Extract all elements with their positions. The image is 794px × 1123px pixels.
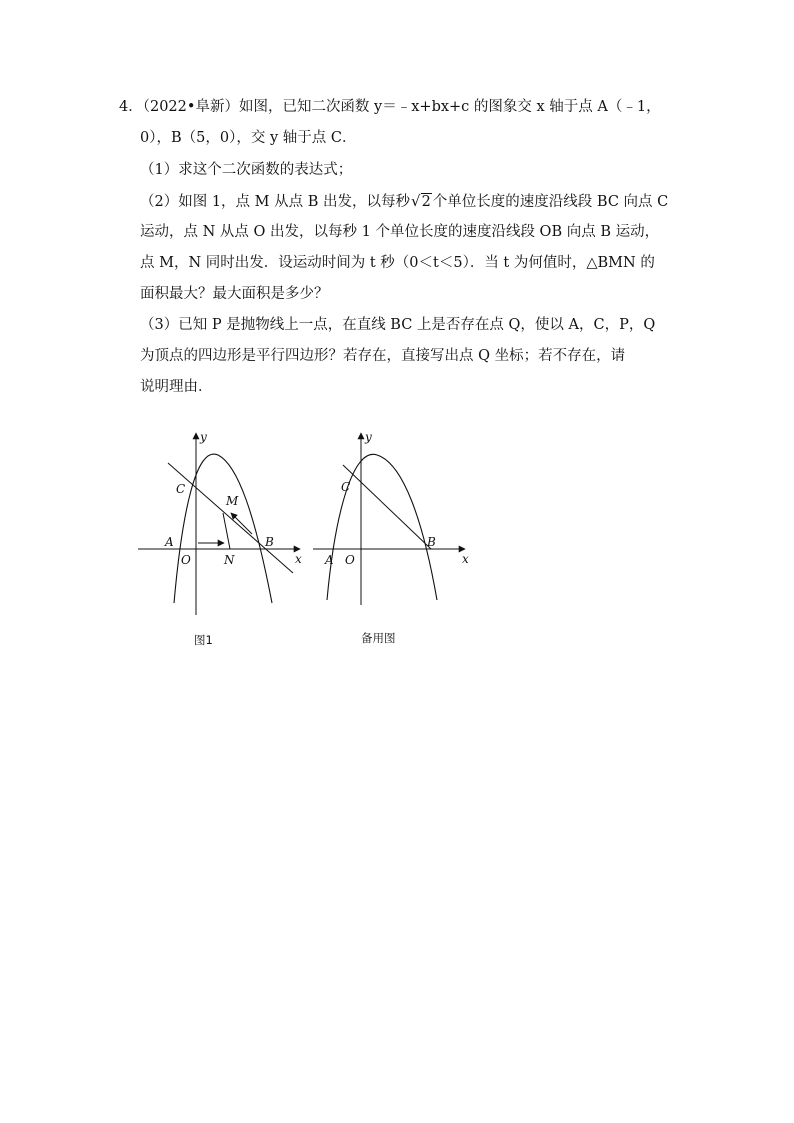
part-3-text-b: 为顶点的四边形是平行四边形？若存在，直接写出点 Q 坐标；若不存在，请 xyxy=(140,348,626,364)
sqrt-symbol: √2 xyxy=(411,192,431,210)
label-c-2: C xyxy=(341,480,351,494)
label-x-2: x xyxy=(462,552,469,566)
problem-line-1 xyxy=(119,97,661,117)
label-m: M xyxy=(226,494,239,508)
part-2-text-a: （2）如图 1，点 M 从点 B 出发，以每秒 xyxy=(140,194,410,210)
label-b: B xyxy=(265,535,274,549)
figure-2 xyxy=(305,425,490,664)
problem-line-2 xyxy=(140,128,356,148)
part-1-text: （1）求这个二次函数的表达式； xyxy=(140,162,353,178)
label-a: A xyxy=(165,535,174,549)
problem-number: 4． xyxy=(119,99,143,115)
line-bc-2 xyxy=(343,465,431,549)
parabola-2 xyxy=(327,454,437,600)
part-3-line-2 xyxy=(140,346,625,366)
part-3-line-3 xyxy=(140,377,213,397)
label-y-2: y xyxy=(365,430,372,444)
arrow-m xyxy=(231,513,252,534)
label-y: y xyxy=(200,430,207,444)
label-b-2: B xyxy=(427,535,436,549)
part-3-line-1 xyxy=(140,315,655,335)
problem-statement-1: （2022•阜新）如图，已知二次函数 y＝﹣x+bx+c 的图象交 x 轴于点 A（﹣1， xyxy=(142,99,661,115)
part-2-line-2 xyxy=(140,222,659,242)
parabola xyxy=(174,454,272,603)
label-o-2: O xyxy=(345,553,355,567)
part-2-text-e: 面积最大？最大面积是多少？ xyxy=(140,286,329,302)
figure-2-caption: 备用图 xyxy=(361,631,396,645)
part-2-line-4 xyxy=(140,284,329,304)
label-c: C xyxy=(176,482,186,496)
label-n: N xyxy=(224,553,235,567)
part-3-text-a: （3）已知 P 是抛物线上一点，在直线 BC 上是否存在点 Q，使以 A，C，P，Q xyxy=(140,317,656,333)
label-x: x xyxy=(295,552,302,566)
label-a-2: A xyxy=(325,553,334,567)
figure-1 xyxy=(130,425,315,664)
sqrt-argument: 2 xyxy=(421,194,431,210)
figure-2-svg xyxy=(305,425,490,660)
part-2-text-c: 运动，点 N 从点 O 出发，以每秒 1 个单位长度的速度沿线段 OB 向点 B 运动， xyxy=(140,224,660,240)
part-2-text-b: 个单位长度的速度沿线段 BC 向点 C xyxy=(432,194,669,210)
part-2-text-d: 点 M，N 同时出发．设运动时间为 t 秒（0＜t＜5）．当 t 为何值时，△BMN 的 xyxy=(140,255,655,271)
part-2-line-3 xyxy=(140,253,655,273)
part-3-text-c: 说明理由． xyxy=(140,379,213,395)
segment-mn xyxy=(223,513,230,549)
figure-1-svg xyxy=(130,425,315,660)
figure-1-caption: 图1 xyxy=(194,633,213,647)
part-1 xyxy=(140,160,352,180)
problem-statement-2: 0），B（5，0），交 y 轴于点 C． xyxy=(140,130,357,146)
part-2-line-1 xyxy=(140,191,668,212)
label-o: O xyxy=(181,553,191,567)
